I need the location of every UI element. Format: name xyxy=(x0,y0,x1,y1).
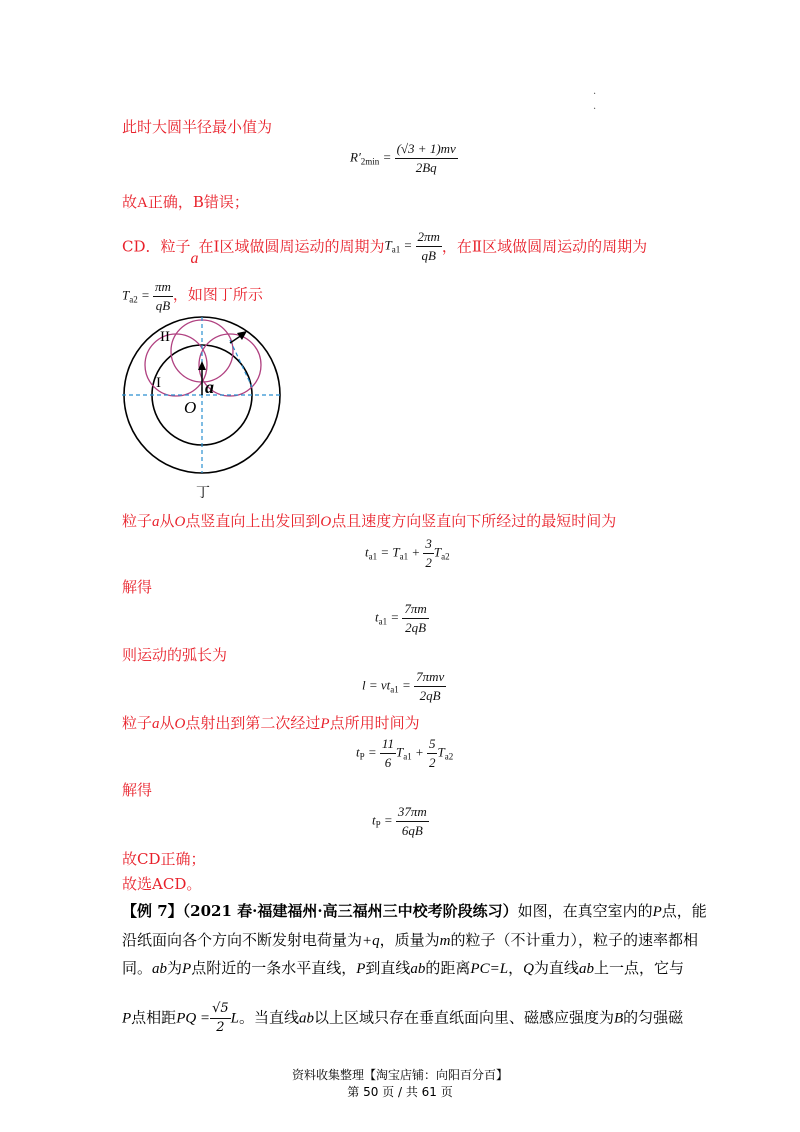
t: ，在 xyxy=(441,237,472,256)
t: ACD xyxy=(152,875,187,893)
t: P xyxy=(122,1010,132,1027)
t: 点射出到第二次经过 xyxy=(185,714,321,732)
f3-t: t xyxy=(375,609,379,625)
t: CD．粒子 xyxy=(122,237,191,256)
t: PQ = xyxy=(176,1010,211,1027)
formula-r2min-numerator: (√3 + 1)mv xyxy=(395,140,458,159)
f5-num1: 11 xyxy=(380,735,396,754)
text-line-4 xyxy=(122,278,263,315)
t: 为 xyxy=(167,959,183,977)
t: O xyxy=(174,716,186,732)
text-line-6: 解得 xyxy=(122,578,153,596)
t: 从 xyxy=(159,714,175,732)
t: 点竖直向上出发回到 xyxy=(185,512,321,530)
t: 粒子 xyxy=(122,512,153,530)
t: 区域做圆周运动的周期为 xyxy=(219,237,385,256)
t: 故 xyxy=(122,193,138,211)
t: 如图，在真空室内的 xyxy=(517,902,653,920)
formula-r2min-denominator: 2Bq xyxy=(415,160,437,175)
f2-fraction xyxy=(423,535,434,572)
pq-fraction xyxy=(210,1000,231,1037)
example-line-2 xyxy=(122,930,698,951)
t: 的匀强磁 xyxy=(623,1008,684,1027)
t: 错误； xyxy=(203,193,249,211)
formula-ta2-lhs: T xyxy=(122,287,130,303)
t: Ⅱ xyxy=(471,237,483,256)
t: 正确， xyxy=(147,193,193,211)
figure-caption: 丁 xyxy=(196,485,210,501)
label-region-I: I xyxy=(156,375,161,391)
t: 粒子 xyxy=(122,714,153,732)
formula-ta1-lhs: T xyxy=(384,237,392,253)
t: O xyxy=(174,514,186,530)
f5-den2: 2 xyxy=(428,755,436,770)
pq-num: √5 xyxy=(210,1000,231,1019)
t: ab xyxy=(410,961,426,977)
f4-fraction xyxy=(414,668,446,705)
formula-ta2-sub: a2 xyxy=(129,294,138,305)
pq-den: 2 xyxy=(216,1020,225,1035)
f6-den: 6qB xyxy=(401,823,423,838)
t: A xyxy=(137,195,148,211)
f2-den: 2 xyxy=(425,555,432,570)
t: L xyxy=(230,1010,239,1027)
t: PC=L xyxy=(470,961,509,977)
top-mark-2: . xyxy=(593,101,597,112)
t: Q xyxy=(523,961,534,977)
t: a xyxy=(152,716,160,732)
f2-plus: + xyxy=(411,544,421,560)
f5-plus: + xyxy=(414,744,424,760)
f4-den: 2qB xyxy=(419,688,441,703)
example-line-4 xyxy=(122,1000,683,1037)
t: 从 xyxy=(159,512,175,530)
t: B xyxy=(614,1010,624,1027)
label-particle-a: a xyxy=(205,377,214,397)
t: 点且速度方向竖直向下所经过的最短时间为 xyxy=(331,512,617,530)
formula-r2min-sub: 2min xyxy=(360,156,380,167)
equals-sign: = xyxy=(402,677,411,693)
t: 到直线 xyxy=(365,959,411,977)
example-line-3 xyxy=(122,958,684,979)
formula-ta1-sub: a1 xyxy=(391,244,401,255)
label-origin-O: O xyxy=(184,398,197,417)
t: 以上区域只存在垂直纸面向里、磁感应强度为 xyxy=(313,1008,614,1027)
text-line-2 xyxy=(122,192,249,213)
t: 正确； xyxy=(160,850,206,868)
f4-num: 7πmv xyxy=(414,668,446,687)
text-line-7: 则运动的弧长为 xyxy=(122,646,228,664)
t: a xyxy=(152,514,160,530)
t: ， xyxy=(508,959,524,977)
f2-midsub: a1 xyxy=(399,551,409,562)
t: 。 xyxy=(186,875,202,893)
f3-den: 2qB xyxy=(405,620,427,635)
t: P xyxy=(320,716,330,732)
text-line-10 xyxy=(122,849,206,869)
t: 点附近的一条水平直线， xyxy=(191,959,357,977)
t: CD xyxy=(137,850,161,868)
f5-num2: 5 xyxy=(427,735,438,754)
formula-ta1-fraction xyxy=(416,228,442,265)
t: a xyxy=(190,250,199,268)
f5-t: t xyxy=(356,744,360,760)
t: 点，能 xyxy=(661,902,707,920)
t: P xyxy=(182,961,192,977)
formula-ta2-fraction xyxy=(153,278,173,315)
t: B xyxy=(192,193,204,211)
example-line-1 xyxy=(122,901,707,922)
t: P xyxy=(356,961,366,977)
example-tag: 【例 7】 xyxy=(122,902,183,920)
equals-sign: = xyxy=(383,812,393,828)
t: 为直线 xyxy=(533,959,579,977)
t: 点相距 xyxy=(131,1008,177,1027)
top-mark-1: . xyxy=(593,86,597,97)
f2-endsub: a2 xyxy=(441,551,450,562)
f4-sub: a1 xyxy=(390,684,399,695)
t: ，质量为 xyxy=(379,931,440,949)
equals-sign: = xyxy=(390,609,400,625)
f6-t: t xyxy=(372,812,376,828)
equals-sign: = xyxy=(367,744,377,760)
formula-tp xyxy=(356,735,453,772)
formula-ta1-result xyxy=(375,600,429,637)
formula-ta1: $T_{a1}$ = $\frac{2\pi m}{qB}$ xyxy=(384,229,440,263)
f6-fraction xyxy=(396,803,429,840)
f5-endsub: a2 xyxy=(444,751,454,762)
text-line-1: 此时大圆半径最小值为 xyxy=(122,118,273,136)
formula-arc-length xyxy=(362,668,446,705)
formula-ta2-numerator: πm xyxy=(153,278,173,297)
f5-fraction-2 xyxy=(427,735,438,772)
formula-r2min xyxy=(350,140,458,177)
t: 。当直线 xyxy=(238,1008,299,1027)
t: P xyxy=(652,904,662,920)
figure-ding xyxy=(118,315,288,505)
f5-tsub: P xyxy=(359,751,365,762)
t: O xyxy=(320,514,332,530)
formula-r2min-fraction xyxy=(395,140,458,177)
equals-sign: = xyxy=(382,149,392,165)
text-line-11 xyxy=(122,874,201,894)
t: +q xyxy=(362,933,380,949)
t: 故 xyxy=(122,850,138,868)
t: Ⅰ xyxy=(213,237,220,256)
text-line-8 xyxy=(122,713,420,734)
f6-tsub: P xyxy=(375,819,381,830)
t: 上一点，它与 xyxy=(593,959,684,977)
footer-source: 资料收集整理【淘宝店铺：向阳百分百】 xyxy=(291,1068,508,1082)
f2-num: 3 xyxy=(423,535,434,554)
f5-mid: T xyxy=(395,744,404,760)
t: 在 xyxy=(198,237,214,256)
formula-ta2: $T_{a2}$ = $\frac{\pi m}{qB}$ xyxy=(122,279,171,313)
f5-midsub: a1 xyxy=(403,751,412,762)
t: 区域做圆周运动的周期为 xyxy=(482,237,648,256)
t: ab xyxy=(578,961,594,977)
t: 的粒子（不计重力），粒子的速率都相 xyxy=(450,931,699,949)
f2-mid: = T xyxy=(380,544,400,560)
t: 点所用时间为 xyxy=(329,714,420,732)
label-region-II: II xyxy=(160,329,170,345)
t: 沿纸面向各个方向不断发射电荷量为 xyxy=(122,931,363,949)
f5-end: T xyxy=(437,744,445,760)
text-line-5 xyxy=(122,511,616,532)
formula-ta1-denominator: qB xyxy=(421,248,436,263)
text-line-3 xyxy=(122,230,647,267)
formula-tp-result xyxy=(372,803,429,840)
t: ，如图丁所示 xyxy=(172,285,263,304)
f2-tsub: a1 xyxy=(368,551,378,562)
text-line-9: 解得 xyxy=(122,781,153,799)
formula-ta1-numerator: 2πm xyxy=(416,228,442,247)
f6-num: 37πm xyxy=(396,803,429,822)
t: m xyxy=(439,933,451,949)
formula-ta2-denominator: qB xyxy=(155,298,171,313)
f2-t: t xyxy=(365,544,369,560)
t: ab xyxy=(298,1010,314,1027)
formula-ta1-time xyxy=(365,535,450,572)
petal-left xyxy=(145,334,207,396)
t: 故选 xyxy=(122,875,153,893)
t: ab xyxy=(152,961,168,977)
example-source: （2021 春·福建福州·高三福州三中校考阶段练习） xyxy=(182,902,518,920)
f2-end: T xyxy=(433,544,442,560)
f3-tsub: a1 xyxy=(378,616,388,627)
f3-fraction xyxy=(402,600,428,637)
t: 的距离 xyxy=(425,959,471,977)
f5-den1: 6 xyxy=(384,755,392,770)
t: 同。 xyxy=(122,959,153,977)
formula-r2min-lhs: R′ xyxy=(350,149,361,165)
f3-num: 7πm xyxy=(402,600,428,619)
f5-fraction-1 xyxy=(380,735,396,772)
f4-lhs: l = vt xyxy=(362,677,391,693)
footer-page-number: 第 50 页 / 共 61 页 xyxy=(347,1085,453,1099)
